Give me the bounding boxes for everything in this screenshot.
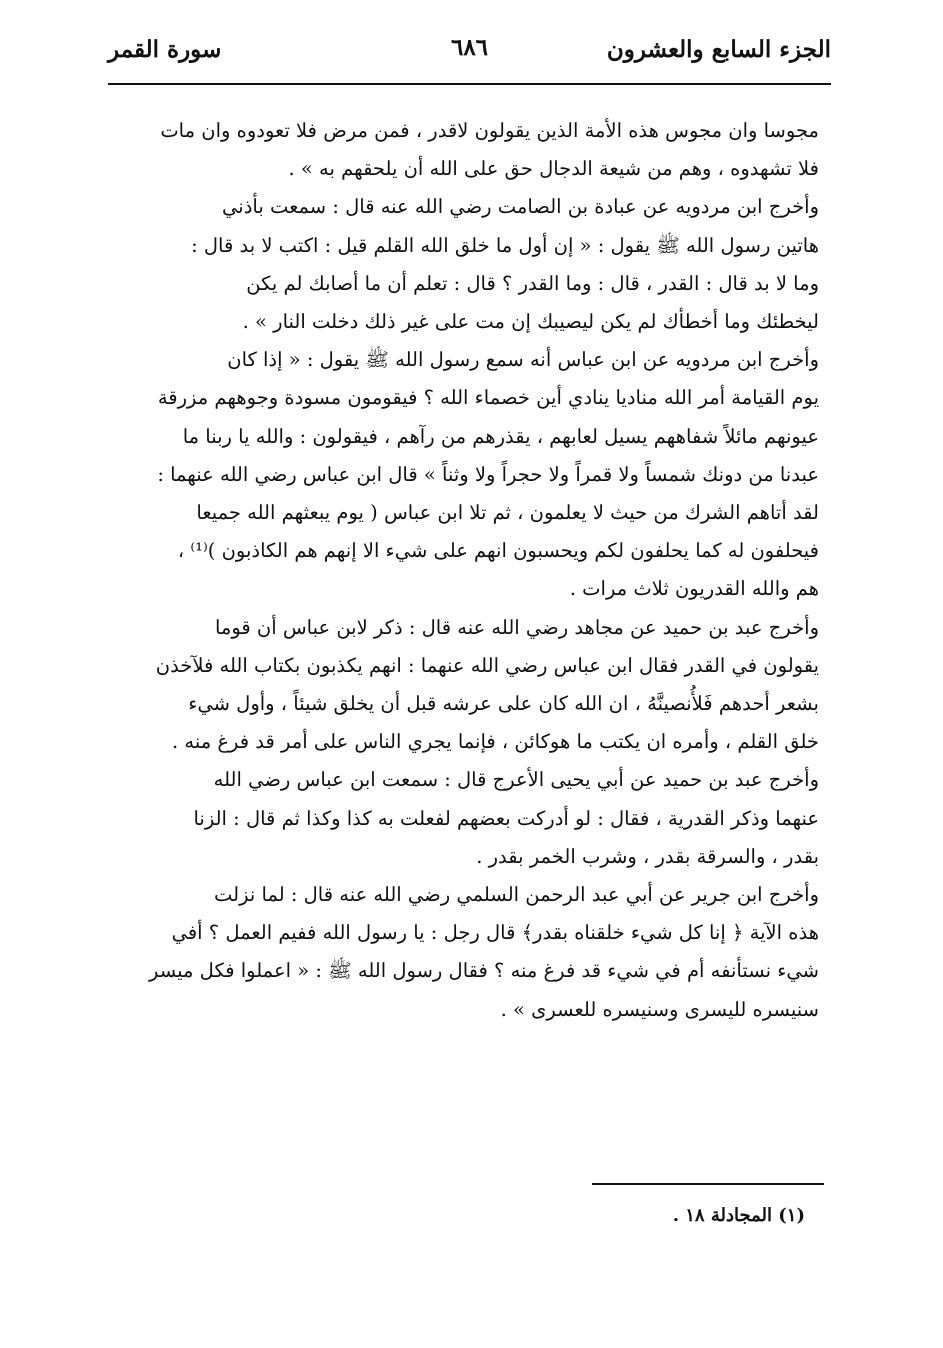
text-line: لقد أتاهم الشرك من حيث لا يعلمون ، ثم تلا ابن عباس ( يوم يبعثهم الله جميعا (196, 501, 819, 525)
paragraph-3 (112, 341, 819, 608)
text-line: عنهما وذكر القدرية ، فقال : لو أدركت بعضهم لفعلت به كذا وكذا ثم قال : الزنا (193, 806, 819, 830)
text-line: يوم القيامة أمر الله مناديا ينادي أين خصماء الله ؟ فيقومون مسودة وجوههم مزرقة (157, 386, 819, 410)
header-divider (108, 83, 831, 85)
paragraph-4 (112, 609, 819, 762)
text-line: يقولون في القدر فقال ابن عباس رضي الله عنهما : انهم يكذبون بكتاب الله فلآخذن (155, 653, 819, 677)
page-body (112, 112, 819, 1029)
text-line: فيحلفون له كما يحلفون لكم ويحسبون انهم على شيء الا إنهم هم الكاذبون )⁽¹⁾ ، (177, 539, 819, 563)
footnote: (١) المجادلة ١٨ . (672, 1205, 805, 1226)
text-line: وأخرج ابن مردويه عن ابن عباس أنه سمع رسول الله ﷺ يقول : « إذا كان (227, 348, 819, 372)
text-line: هذه الآية ﴿ إنا كل شيء خلقناه بقدر﴾ قال رجل : يا رسول الله ففيم العمل ؟ أفي (171, 921, 819, 945)
text-line: سنيسره لليسرى وسنيسره للعسرى » . (500, 997, 819, 1021)
text-line: وأخرج عبد بن حميد عن أبي يحيى الأعرج قال : سمعت ابن عباس رضي الله (213, 768, 819, 792)
text-line: هاتين رسول الله ﷺ يقول : « إن أول ما خلق الله القلم قيل : اكتب لا بد قال : (191, 233, 819, 257)
text-line: وأخرج ابن مردويه عن عبادة بن الصامت رضي الله عنه قال : سمعت بأذني (222, 195, 819, 219)
text-line: عيونهم مائلاً شفاههم يسيل لعابهم ، يقذرهم من رآهم ، فيقولون : والله يا ربنا ما (182, 424, 819, 448)
paragraph-5 (112, 761, 819, 876)
surah-title: سورة القمر (108, 36, 222, 63)
paragraph-1 (112, 112, 819, 188)
text-line: عبدنا من دونك شمساً ولا قمراً ولا حجراً ولا وثناً » قال ابن عباس رضي الله عنهما : (157, 462, 819, 486)
footnote-divider (592, 1183, 824, 1185)
text-line: وأخرج عبد بن حميد عن مجاهد رضي الله عنه قال : ذكر لابن عباس أن قوما (214, 615, 819, 639)
text-line: وما لا بد قال : القدر ، قال : وما القدر ؟ قال : تعلم أن ما أصابك لم يكن (246, 271, 819, 295)
text-line: وأخرج ابن جرير عن أبي عبد الرحمن السلمي رضي الله عنه قال : لما نزلت (214, 883, 819, 907)
page-number: ٦٨٦ (450, 34, 489, 61)
paragraph-2 (112, 188, 819, 341)
text-line: هم والله القدريون ثلاث مرات . (569, 577, 819, 601)
text-line: بقدر ، والسرقة بقدر ، وشرب الخمر بقدر . (476, 844, 819, 868)
paragraph-6 (112, 876, 819, 1029)
text-line: مجوسا وان مجوس هذه الأمة الذين يقولون لاقدر ، فمن مرض فلا تعودوه وان مات (160, 119, 819, 142)
text-line: شيء نستأنفه أم في شيء قد فرغ منه ؟ فقال رسول الله ﷺ : « اعملوا فكل ميسر (149, 959, 819, 983)
text-line: ليخطئك وما أخطأك لم يكن ليصيبك إن مت على غير ذلك دخلت النار » . (242, 310, 819, 334)
page-header (108, 30, 831, 70)
part-title: الجزء السابع والعشرون (606, 36, 831, 63)
text-line: خلق القلم ، وأمره ان يكتب ما هوكائن ، فإنما يجري الناس على أمر قد فرغ منه . (171, 730, 819, 754)
text-line: بشعر أحدهم فَلأُنصينَّهُ ، ان الله كان على عرشه قبل أن يخلق شيئاً ، وأول شيء (188, 692, 819, 716)
text-line: فلا تشهدوه ، وهم من شيعة الدجال حق على الله أن يلحقهم به » . (288, 157, 819, 181)
